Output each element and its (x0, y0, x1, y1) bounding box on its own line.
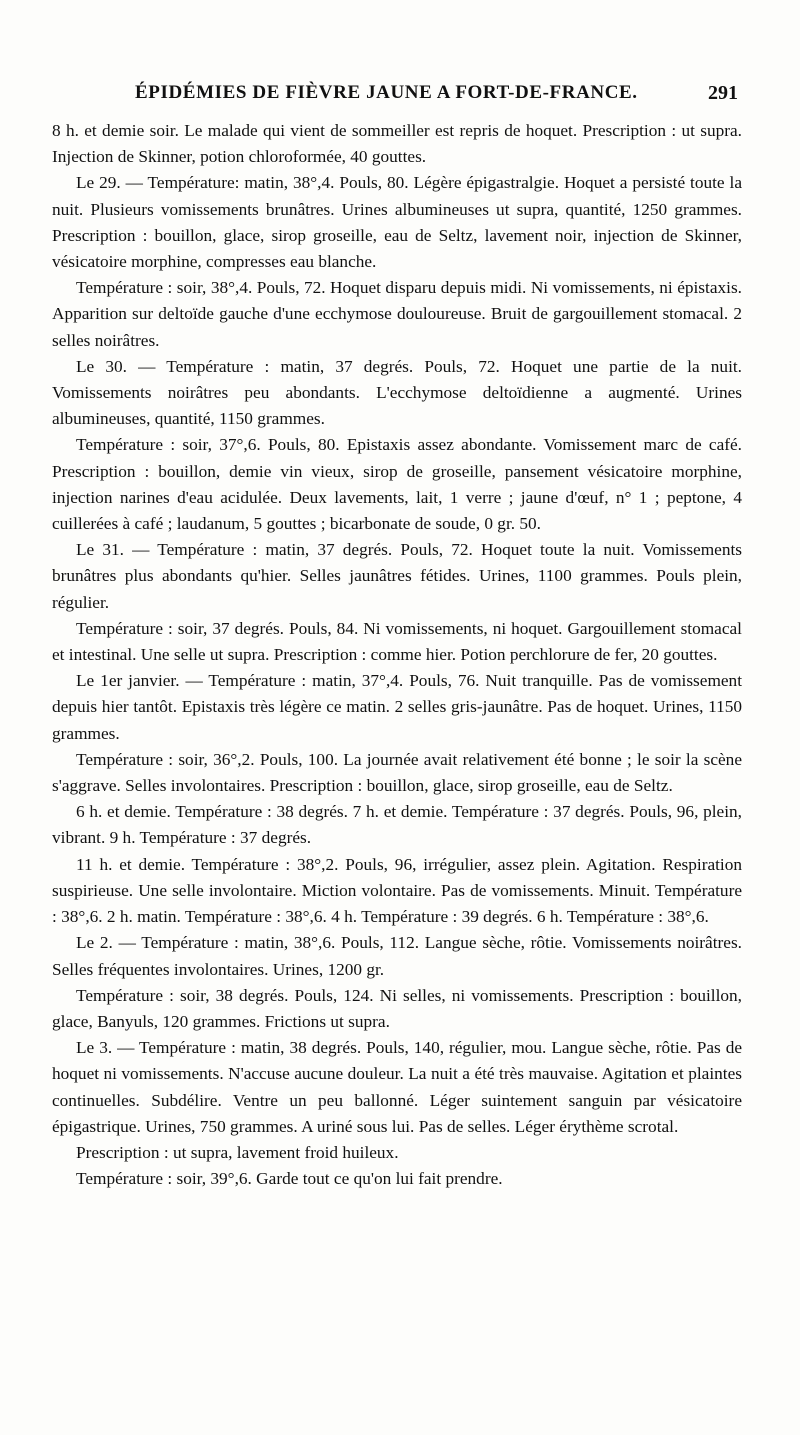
paragraph: Température : soir, 38°,4. Pouls, 72. Hoquet disparu depuis midi. Ni vomissements, ni épistaxis. Apparition sur deltoïde gauche d'une ecchymose douloureuse. Bruit de gargouillement stomacal. 2 selles noirâtres. (52, 278, 742, 350)
paragraph: Température : soir, 36°,2. Pouls, 100. La journée avait relativement été bonne ; le soir la scène s'aggrave. Selles involontaires. Prescription : bouillon, glace, sirop groseille, eau de Seltz. (52, 749, 742, 796)
paragraph: Le 3. — Température : matin, 38 degrés. Pouls, 140, régulier, mou. Langue sèche, rôtie. Pas de hoquet ni vomissements. N'accuse aucune douleur. La nuit a été très mauvaise. Agitation et plaintes continuelles. Subdélire. Ventre un peu ballonné. Léger suintement sanguin par vésicatoire épigastrique. Urines, 750 grammes. A uriné sous lui. Pas de selles. Léger érythème scrotal. (52, 1038, 742, 1136)
paragraph: Température : soir, 37 degrés. Pouls, 84. Ni vomissements, ni hoquet. Gargouillement stomacal et intestinal. Une selle ut supra. Prescription : comme hier. Potion perchlorure de fer, 20 gouttes. (52, 618, 742, 665)
paragraph: 6 h. et demie. Température : 38 degrés. 7 h. et demie. Température : 37 degrés. Pouls, 96, plein, vibrant. 9 h. Température : 37 degrés. (52, 802, 742, 848)
paragraph: 8 h. et demie soir. Le malade qui vient de sommeiller est repris de hoquet. Prescription : ut supra. Injection de Skinner, potion chloroformée, 40 gouttes. (52, 121, 742, 167)
running-title: ÉPIDÉMIES DE FIÈVRE JAUNE A FORT-DE-FRANCE. (135, 82, 638, 103)
page-header (75, 82, 738, 112)
paragraph: Le 31. — Température : matin, 37 degrés. Pouls, 72. Hoquet toute la nuit. Vomissements brunâtres plus abondants qu'hier. Selles jaunâtres fétides. Urines, 1100 grammes. Pouls plein, régulier. (52, 540, 742, 612)
paragraph: Le 1er janvier. — Température : matin, 37°,4. Pouls, 76. Nuit tranquille. Pas de vomissement depuis hier tantôt. Epistaxis très légère ce matin. 2 selles gris-jaunâtre. Pas de hoquet. Urines, 1150 grammes. (52, 671, 742, 743)
paragraph: Le 29. — Température: matin, 38°,4. Pouls, 80. Légère épigastralgie. Hoquet a persisté toute la nuit. Plusieurs vomissements brunâtres. Urines albumineuses ut supra, quantité, 1250 grammes. Prescription : bouillon, glace, sirop groseille, eau de Seltz, lavement noir, injection de Skinner, vésicatoire morphine, compresses eau blanche. (52, 173, 742, 272)
paragraph: 11 h. et demie. Température : 38°,2. Pouls, 96, irrégulier, assez plein. Agitation. Respiration suspirieuse. Une selle involontaire. Miction volontaire. Pas de vomissements. Minuit. Température : 38°,6. 2 h. matin. Température : 38°,6. 4 h. Température : 39 degrés. 6 h. Température : 38°,6. (52, 854, 742, 927)
paragraph: Le 2. — Température : matin, 38°,6. Pouls, 112. Langue sèche, rôtie. Vomissements noirâtres. Selles fréquentes involontaires. Urines, 1200 gr. (52, 933, 742, 979)
paragraph: Prescription : ut supra, lavement froid huileux. (76, 1142, 399, 1162)
page-number: 291 (708, 82, 738, 104)
paragraph: Température : soir, 37°,6. Pouls, 80. Epistaxis assez abondante. Vomissement marc de café. Prescription : bouillon, demie vin vieux, sirop de groseille, pansement vésicatoire morphine, injection narines d'eau acidulée. Deux lavements, lait, 1 verre ; jaune d'œuf, n° 1 ; peptone, 4 cuillerées à café ; laudanum, 5 gouttes ; bicarbonate de soude, 0 gr. 50. (52, 435, 742, 534)
paragraph: Le 30. — Température : matin, 37 degrés. Pouls, 72. Hoquet une partie de la nuit. Vomissements noirâtres peu abondants. L'ecchymose deltoïdienne a augmenté. Urines albumineuses, quantité, 1150 grammes. (52, 356, 742, 429)
paragraph: Température : soir, 39°,6. Garde tout ce qu'on lui fait prendre. (76, 1169, 503, 1189)
paragraph: Température : soir, 38 degrés. Pouls, 124. Ni selles, ni vomissements. Prescription : bouillon, glace, Banyuls, 120 grammes. Frictions ut supra. (52, 985, 742, 1031)
body-text (52, 118, 742, 1192)
